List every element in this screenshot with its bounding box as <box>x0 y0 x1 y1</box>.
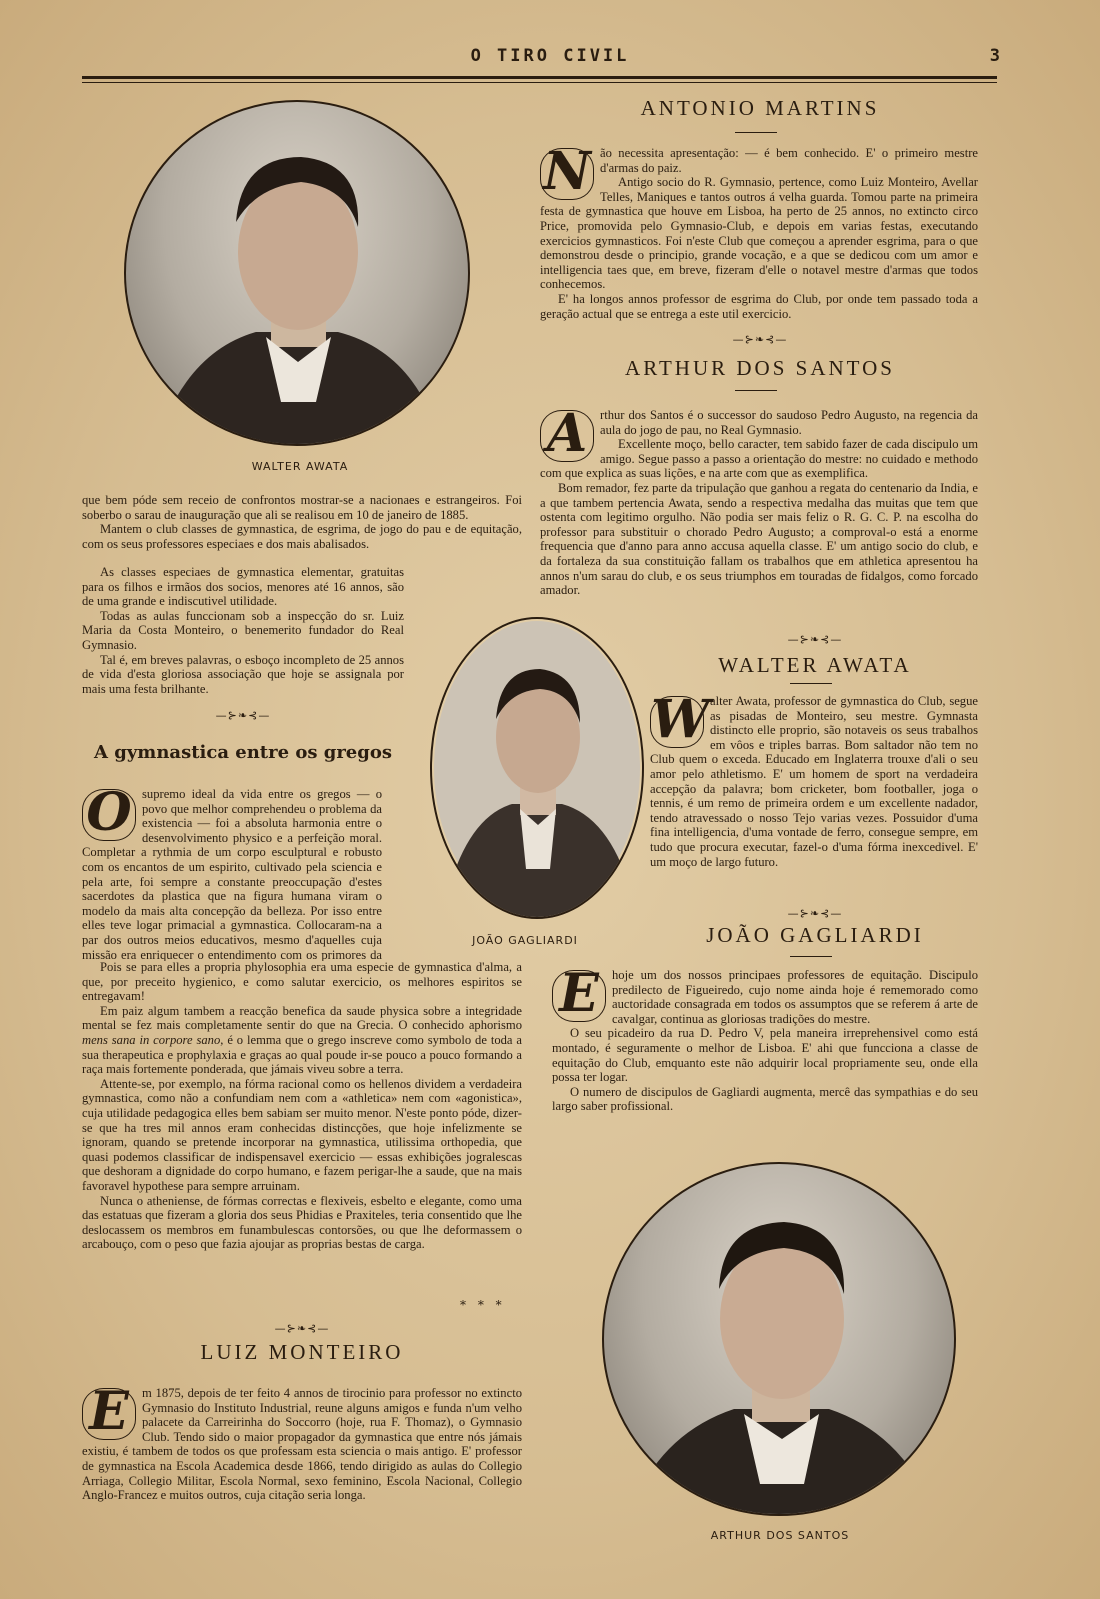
arthur-paragraph: rthur dos Santos é o successor do saudoso Pedro Augusto, na regencia da aula do jogo de pau, no Real Gymnasio. <box>600 408 978 437</box>
gregos-paragraph: Nunca o atheniense, de fórmas correctas e flexiveis, esbelto e elegante, como uma das estatuas que fizeram a gloria dos seus Phidias e Praxiteles, teria consentido que lhe deslocassem os membros em funambulescas contorsões, ou que lhe deformassem o arcabouço, com o peso que fazia ajoujar as proprias bestas de carga. <box>82 1193 522 1252</box>
section-heading-antonio-martins: ANTONIO MARTINS <box>640 96 880 120</box>
gregos-paragraph: Pois se para elles a propria phylosophia era uma especie de gymnastica d'alma, a que, por preceito hygienico, e como salutar exercicio, os melhores espiritos se entregavam! <box>82 960 522 1004</box>
latin-motto: mens sana in corpore sano <box>82 1032 221 1047</box>
portrait-figure <box>432 619 642 917</box>
newspaper-title: O TIRO CIVIL <box>470 46 630 66</box>
joao-paragraph: O seu picadeiro da rua D. Pedro V, pela maneira irreprehensivel como está montado, é seguramente o melhor de Lisboa. E' ahi que funcciona a classe de equitação do Club, emquanto este não adquirir local propriamente seu, onde ella possa ter logar. <box>552 1026 978 1085</box>
antonio-paragraph: Antigo socio do R. Gymnasio, pertence, como Luiz Monteiro, Avellar Telles, Maniques e tantos outros á velha guarda. Tomou parte na primeira festa de gymnastica que houve em Lisboa, ha perto de 25 annos, no extincto circo Price, promovida pelo Gymnasio-Club, e depois em varias festas, executando exercicios gymnasticos. Foi n'este Club que começou a aprender esgrima, para o que demonstrou desde o principio, grande vocação, e a que se dedicou com um amor e intelligencia taes que, em breve, fizeram d'elle o notavel mestre d'armas que todos conhecemos. <box>540 175 978 292</box>
arthur-paragraph: Excellente moço, bello caracter, tem sabido fazer de cada discipulo um amigo. Segue passo a passo a orientação do mestre: no cuidado e methodo com que explica as suas lições, e na arte com que as exemplifica. <box>540 437 978 481</box>
gregos-paragraph: supremo ideal da vida entre os gregos — o povo que melhor comprehendeu o problema da existencia — foi a absoluta harmonia entre o desenvolvimento physico e a perfeição moral. Completar a rythmia de um corpo esculptural e robusto com os encantos de um espirito, cultivado pela sciencia e pela arte, foi sempre a constante preoccupação d'estes sacerdotes da plastica que na figura humana viram o modelo da mais alta concepção da belleza. Por isso entre elles teve logar primacial a gymnastica. Collocaram-na a par dos outros meios educativos, mesmo d'aquelles cuja missão era enriquecer o entendimento com os primores da <box>82 787 382 961</box>
section-asterisks: * * * <box>460 1298 506 1312</box>
arthur-text-block <box>540 403 978 598</box>
header-rule-thin <box>82 82 997 83</box>
portrait-joao-gagliardi <box>430 617 644 919</box>
page-number: 3 <box>989 46 1000 66</box>
dropcap-a: A <box>540 410 594 462</box>
intro-text-block <box>82 493 522 551</box>
ornament-separator: —⊱❧⊰— <box>732 333 788 346</box>
intro-paragraph: que bem póde sem receio de confrontos mostrar-se a nacionaes e estrangeiros. Foi soberbo o sarau de inauguração que ali se realisou em 10 de janeiro de 1885. <box>82 493 522 522</box>
dropcap-e: E <box>552 970 606 1022</box>
luiz-paragraph: m 1875, depois de ter feito 4 annos de tirocinio para professor no extincto Gymnasio do Instituto Industrial, reune alguns amigos e funda n'um velho palacete da Carreirinha do Soccorro (hoje, rua F. Thomaz), o Gymnasio Club. Tendo sido o maior propagador da gymnastica que entre nós jámais existiu, é tambem de todos os que professam esta sciencia o mais antigo. E' professor de gymnastica na Escola Academica desde 1866, tendo dirigido as aulas do Collegio Arriaga, Collegio Militar, Escola Normal, sexo feminino, Escola Nacional, Collegio Anglo-Francez e muitos outros, cuja citação seria longa. <box>82 1386 522 1503</box>
dropcap-n: N <box>540 148 594 200</box>
intro-text-block-narrow <box>82 565 404 696</box>
portrait-walter-awata <box>124 100 470 446</box>
heading-rule <box>735 390 777 391</box>
antonio-paragraph: ão necessita apresentação: — é bem conhecido. E' o primeiro mestre d'armas do paiz. <box>600 146 978 175</box>
joao-paragraph: O numero de discipulos de Gagliardi augmenta, mercê das sympathias e do seu largo saber profissional. <box>552 1084 978 1114</box>
gregos-paragraph: Em paiz algum tambem a reacção benefica da saude physica sobre a integridade mental se fez mais completamente sentir do que na Grecia. O conhecido aphorismo mens sana in corpore sano, é o lemma que o grego inscreve como symbolo de toda a sua therapeutica e prophylaxia e graças ao qual poude ir-se pouco a pouco formando a raça mais fortemente ponderada, que jámais viveu sobre a terra. <box>82 1003 522 1077</box>
walter-text-block <box>650 689 978 869</box>
heading-rule <box>790 956 832 957</box>
ornament-separator: —⊱❧⊰— <box>787 633 843 646</box>
dropcap-w: W <box>651 689 710 750</box>
section-heading-joao-gagliardi: JOÃO GAGLIARDI <box>706 923 924 947</box>
caption-joao-gagliardi: JOÃO GAGLIARDI <box>472 934 578 947</box>
intro-paragraph: As classes especiaes de gymnastica elementar, gratuitas para os filhos e irmãos dos socios, menores até 16 annos, são de uma grande e indiscutivel utilidade. <box>82 565 404 609</box>
ornament-separator: —⊱❧⊰— <box>274 1322 330 1335</box>
dropcap-o: O <box>82 789 136 841</box>
walter-paragraph: alter Awata, professor de gymnastica do Club, segue as pisadas de Monteiro, seu mestre. Gymnasta distincto elle proprio, são notaveis os seus trabalhos em vôos e triples barras. Bom saltador não tem no Club quem o exceda. Educado em Inglaterra trouxe d'ali o seu amor pelo athletismo. E' um homem de sport na verdadeira accepção da palavra; bom cricketer, bom footballer, joga o tennis, é um remo de primeira ordem e um excellente nadador, tendo atravessado o nosso Tejo varias vezes. Possuidor d'uma fina intelligencia, d'uma vontade de ferro, consegue sempre, em tudo que procura executar, fazel-o d'uma fórma inexcedivel. E' um moço de largo futuro. <box>650 694 978 869</box>
luiz-text-block <box>82 1381 522 1503</box>
section-heading-luiz-monteiro: LUIZ MONTEIRO <box>200 1340 404 1364</box>
section-heading-gregos: A gymnastica entre os gregos <box>94 742 392 763</box>
portrait-figure <box>604 1164 954 1514</box>
antonio-text-block <box>540 141 978 321</box>
section-heading-walter-awata: WALTER AWATA <box>718 653 912 677</box>
portrait-arthur-dos-santos <box>602 1162 956 1516</box>
gregos-text-wide <box>82 960 522 1252</box>
caption-arthur-dos-santos: ARTHUR DOS SANTOS <box>710 1529 850 1542</box>
joao-text-block <box>552 963 978 1114</box>
intro-paragraph: Mantem o club classes de gymnastica, de esgrima, de jogo do pau e de equitação, com os seus professores especiaes e dos mais abalisados. <box>82 522 522 551</box>
ornament-separator: —⊱❧⊰— <box>215 709 271 722</box>
section-heading-arthur-dos-santos: ARTHUR DOS SANTOS <box>625 356 895 380</box>
intro-paragraph: Tal é, em breves palavras, o esboço incompleto de 25 annos de vida d'esta gloriosa associação que hoje se assignala por mais uma festa brilhante. <box>82 652 404 696</box>
joao-paragraph: hoje um dos nossos principaes professores de equitação. Discipulo predilecto de Figueiredo, cujo nome ainda hoje é rememorado como auctoridade consagrada em todos os assumptos que se referem á arte de cavalgar, continua as gloriosas tradições do mestre. <box>612 968 978 1026</box>
portrait-figure <box>126 102 468 444</box>
intro-paragraph: Todas as aulas funccionam sob a inspecção do sr. Luiz Maria da Costa Monteiro, o benemerito fundador do Real Gymnasio. <box>82 608 404 652</box>
gregos-text-narrow <box>82 787 382 961</box>
arthur-paragraph: Bom remador, fez parte da tripulação que ganhou a regata do centenario da India, e a que tambem pertencia Awata, sendo a respectiva medalha das muitas que tem que ostenta com legitimo orgulho. Não podia ser mais feliz o R. G. C. P. na escolha do professor para substituir o chorado Pedro Augusto; a comproval-o está a enorme frequencia que d'anno para anno accusa aquella classe. E' um antigo socio do club, e da fortaleza da sua constituição fallam os trabalhos que em athletica apresentou ha annos n'um sarau do club, e os seus triumphos em touradas de fidalgos, como forcado amador. <box>540 480 978 598</box>
ornament-separator: —⊱❧⊰— <box>787 907 843 920</box>
antonio-paragraph: E' ha longos annos professor de esgrima do Club, por onde tem passado toda a geração actual que se entrega a este util exercicio. <box>540 291 978 321</box>
header-rule <box>82 76 997 79</box>
heading-rule <box>735 132 777 133</box>
dropcap-e: E <box>82 1388 136 1440</box>
caption-walter-awata: WALTER AWATA <box>251 460 349 473</box>
gregos-paragraph: Attente-se, por exemplo, na fórma racional como os hellenos dividem a verdadeira gymnastica, como não a confundiam nem com a «athletica» nem com «agonistica», cuja utilidade pedagogica elles bem sabiam ser muito menor. N'este ponto póde, dizer-se que ha tres mil annos eram conhecidas distincções, que hoje infelizmente se ignoram, quando se pretende incorporar na gymnastica, utilissima orthopedia, que quasi podemos classificar de indispensavel exercicio — essas exhibições jogralescas que deshoram a dignidade do corpo humano, e fazem perigar-lhe a saude, que na mais favoravel hypothese para sempre arruinam. <box>82 1076 522 1193</box>
heading-rule <box>790 683 832 684</box>
